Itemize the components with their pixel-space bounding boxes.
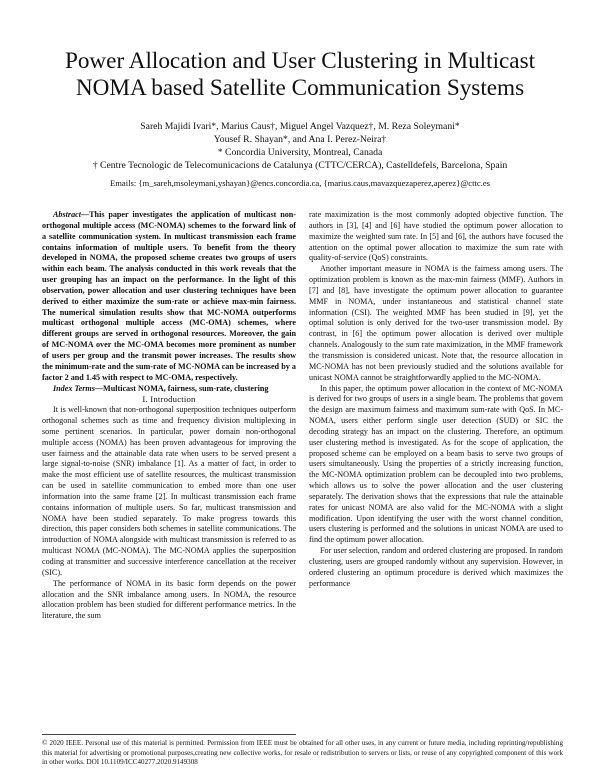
abstract [42, 210, 296, 384]
intro-paragraph-4: Another important measure in NOMA is the fairness among users. The optimization problem is known as the max-min fairness (MMF). Authors in [7] and [8], have investigate the optimum power allocation to guarantee MMF in NOMA, under instantaneous and statistical channel state information (CSI). The weighted MMF has been studied in [9], yet the optimal solution is only derived for the two-user transmission model. By contrast, in [6] the optimum power allocation is derived over multiple channels. Analogously to the sum rate maximization, in the MMF framework the transmission is considered unicast. Note that, the resource allocation in MC-NOMA has not been previously studied and the solutions available for unicast NOMA cannot be straightforwardly applied to the MC-NOMA. [309, 264, 563, 382]
intro-paragraph-1: It is well-known that non-orthogonal superposition techniques outperform orthogonal schemes such as time and frequency division multiplexing in some pertinent scenarios. In particular, power domain non-orthogonal multiple access (NOMA) has been proven advantageous for improving the user fairness and the attainable data rate when users to be served present a large signal-to-noise (SNR) imbalance [1]. As a matter of fact, in order to make the most efficient use of satellite resources, the multicast transmission can be used in satellite communication to embed more than one user information into the same frame [2]. In multicast transmission each frame contains information of multiple users. So far, multicast transmission and NOMA have been studied separately. To make progress towards this direction, this paper considers both schemes in satellite communications. The introduction of NOMA alongside with multicast transmission is referred to as multicast NOMA (MC-NOMA). The MC-NOMA applies the superposition coding at transmitter and successive interference cancellation at the receiver (SIC). [42, 405, 296, 577]
paper-title: Power Allocation and User Clustering in Multicast NOMA based Satellite Communication Systems [64, 48, 536, 101]
authors-line-1: Sareh Majidi Ivari*, Marius Caus†, Miguel Angel Vazquez†, M. Reza Soleymani* [140, 121, 460, 132]
copyright-footer: © 2020 IEEE. Personal use of this material is permitted. Permission from IEEE must be obtained for all other uses, in any current or future media, including reprinting/republishing this material for advertising or promotional purposes,creating new collective works, for resale or redistribution to servers or lists, or reuse of any copyrighted component of this work in other works. DOI 10.1109/ICC40277.2020.9149308 [42, 739, 563, 767]
index-terms [42, 384, 296, 395]
author-emails: Emails: {m_sareh,msoleymani,yshayan}@encs.concordia.ca, {marius.caus,mavazquezaperez,aperez}@cttc.es [110, 178, 490, 188]
index-terms-label: Index Terms [53, 383, 95, 393]
affiliation-1: * Concordia University, Montreal, Canada [217, 147, 383, 158]
footer-divider [42, 734, 296, 735]
abstract-text: —This paper investigates the application of multicast non-orthogonal multiple access (MC-NOMA) schemes to the forward link of a satellite communication system. In multicast transmission each frame contains information of multiple users. To benefit from the theory developed in NOMA, the proposed scheme creates two groups of users within each beam. The analysis conducted in this work reveals that the user grouping has an impact on the performance. In the light of this observation, power allocation and user clustering techniques have been derived to either maximize the sum-rate or achieve max-min fairness. The numerical simulation results show that MC-NOMA outperforms multicast orthogonal multiple access (MC-OMA) schemes, where different groups are served in orthogonal resources. Moreover, the gain of MC-NOMA over the MC-OMA becomes more prominent as number of users per group and the transmit power increases. The results show the minimum-rate and the sum-rate of MC-NOMA can be increased by a factor 2 and 1.45 with respect to MC-OMA, respectively. [42, 210, 296, 382]
affiliation-2: † Centre Tecnologic de Telecomunicacions de Catalunya (CTTC/CERCA), Castelldefels, Barcelona, Spain [92, 160, 508, 171]
section-heading-introduction: I. Introduction [142, 394, 196, 405]
intro-paragraph-3: rate maximization is the most commonly adopted objective function. The authors in [3], [4] and [6] have studied the optimum power allocation to maximize the weighted sum rate. In [5] and [6], the authors have focused the attention on the optimal power allocation to maximize the sum rate with quality-of-service (QoS) constraints. [309, 210, 563, 263]
left-column [42, 210, 296, 622]
intro-paragraph-5: In this paper, the optimum power allocation in the context of MC-NOMA is derived for two groups of users in a single beam. The problems that govern the design are maximum fairness and maximum sum-rate with QoS. In MC-NOMA, users either perform single user detection (SUD) or SIC the decoding strategy has an impact on the clustering. Therefore, an optimum user clustering method is investigated. As for the scope of application, the proposed scheme can be employed on a beam basis to serve two groups of users simultaneously. Using the properties of a strictly increasing function, the MC-NOMA optimization problem can be decoupled into two problems, which allows us to solve the power allocation and the user clustering separately. The derivation shows that the expressions that rule the attainable rates for unicast NOMA are also valid for the MC-NOMA with a slight modification. Upon identifying the user with the worst channel condition, users clustering is performed and the solutions in unicast NOMA are used to find the optimum power allocation. [309, 383, 563, 545]
intro-paragraph-2: The performance of NOMA in its basic form depends on the power allocation and the SNR imbalance among users. In NOMA, the resource allocation problem has been studied for different performance metrics. In the literature, the sum [42, 578, 296, 621]
index-terms-text: —Multicast NOMA, fairness, sum-rate, clustering [94, 383, 269, 393]
intro-paragraph-6: For user selection, random and ordered clustering are proposed. In random clustering, users are grouped randomly without any supervision. However, in ordered clustering an optimum procedure is derived which maximizes the performance [309, 546, 563, 588]
right-column [309, 210, 563, 590]
author-block [30, 120, 570, 172]
abstract-label: Abstract [53, 210, 81, 219]
authors-line-2: Yousef R. Shayan*, and Ana I. Perez-Neira† [213, 134, 387, 145]
